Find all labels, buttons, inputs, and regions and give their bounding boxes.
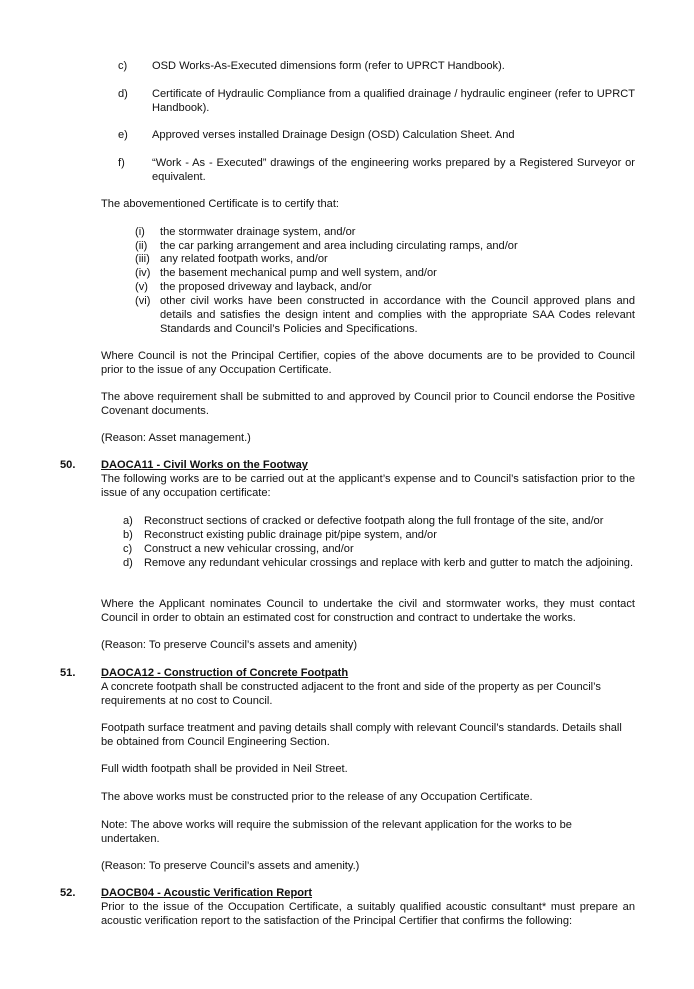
list-item: Approved verses installed Drainage Design (OSD) Calculation Sheet. And [152, 129, 515, 141]
list-label: c) [118, 60, 128, 72]
roman-label: (iv) [135, 267, 151, 279]
list-item: Remove any redundant vehicular crossings and replace with kerb and gutter to match the adjoining. [144, 557, 634, 569]
paragraph: A concrete footpath shall be constructed adjacent to the front and side of the property as per Council’s requirements at no cost to Council. [101, 681, 601, 707]
list-item: OSD Works-As-Executed dimensions form (refer to UPRCT Handbook). [152, 60, 505, 72]
list-label: d) [118, 88, 128, 100]
list-label: f) [118, 157, 125, 169]
list-label: b) [123, 529, 133, 541]
roman-label: (vi) [135, 295, 151, 307]
paragraph: The above works must be constructed prior to the release of any Occupation Certificate. [101, 791, 533, 803]
roman-label: (ii) [135, 240, 148, 252]
list-label: c) [123, 543, 133, 555]
section-heading: DAOCA12 - Construction of Concrete Footpath [101, 667, 349, 679]
reason-text: (Reason: Asset management.) [101, 432, 251, 444]
section-heading: DAOCA11 - Civil Works on the Footway [101, 459, 308, 471]
list-item: the proposed driveway and layback, and/or [160, 281, 372, 293]
list-item: other civil works have been constructed in accordance with the Council approved plans and details and satisfies the design intent and complies with the appropriate SAA Codes relevant Standards and Council’s Policies and Specifications. [160, 295, 635, 335]
paragraph: Prior to the issue of the Occupation Certificate, a suitably qualified acoustic consultant* must prepare an acoustic verification report to the satisfaction of the Principal Certifier that confirms the following: [101, 901, 635, 927]
paragraph: Note: The above works will require the submission of the relevant application for the works to be undertaken. [101, 819, 572, 845]
section-number: 51. [60, 667, 76, 679]
list-item: Certificate of Hydraulic Compliance from a qualified drainage / hydraulic engineer (refer to UPRCT Handbook). [152, 88, 635, 114]
list-item: Construct a new vehicular crossing, and/or [144, 543, 354, 555]
paragraph: Full width footpath shall be provided in Neil Street. [101, 763, 348, 775]
list-item: the basement mechanical pump and well system, and/or [160, 267, 437, 279]
roman-label: (v) [135, 281, 148, 293]
list-label: e) [118, 129, 128, 141]
paragraph: Where the Applicant nominates Council to undertake the civil and stormwater works, they must contact Council in order to obtain an estimated cost for construction and contract to undertake the works. [101, 598, 635, 624]
paragraph: The following works are to be carried out at the applicant’s expense and to Council’s satisfaction prior to the issue of any occupation certificate: [101, 473, 635, 499]
list-label: a) [123, 515, 133, 527]
list-item: any related footpath works, and/or [160, 253, 328, 265]
roman-label: (iii) [135, 253, 150, 265]
section-number: 52. [60, 887, 76, 899]
paragraph: The above requirement shall be submitted to and approved by Council prior to Council endorse the Positive Covenant documents. [101, 391, 635, 417]
list-item: Reconstruct sections of cracked or defective footpath along the full frontage of the site, and/or [144, 515, 604, 527]
section-number: 50. [60, 459, 76, 471]
reason-text: (Reason: To preserve Council’s assets and amenity) [101, 639, 358, 651]
paragraph: Where Council is not the Principal Certifier, copies of the above documents are to be provided to Council prior to the issue of any Occupation Certificate. [101, 350, 635, 376]
list-item: “Work - As - Executed” drawings of the engineering works prepared by a Registered Surveyor or equivalent. [152, 157, 635, 183]
section-heading: DAOCB04 - Acoustic Verification Report [101, 887, 313, 899]
list-item: Reconstruct existing public drainage pit/pipe system, and/or [144, 529, 437, 541]
list-item: the stormwater drainage system, and/or [160, 226, 356, 238]
certify-intro: The abovementioned Certificate is to certify that: [101, 198, 340, 210]
paragraph: Footpath surface treatment and paving details shall comply with relevant Council’s standards. Details shall be obtained from Council Engineering Section. [101, 722, 622, 748]
roman-label: (i) [135, 226, 145, 238]
list-item: the car parking arrangement and area including circulating ramps, and/or [160, 240, 518, 252]
reason-text: (Reason: To preserve Council’s assets and amenity.) [101, 860, 360, 872]
list-label: d) [123, 557, 133, 569]
